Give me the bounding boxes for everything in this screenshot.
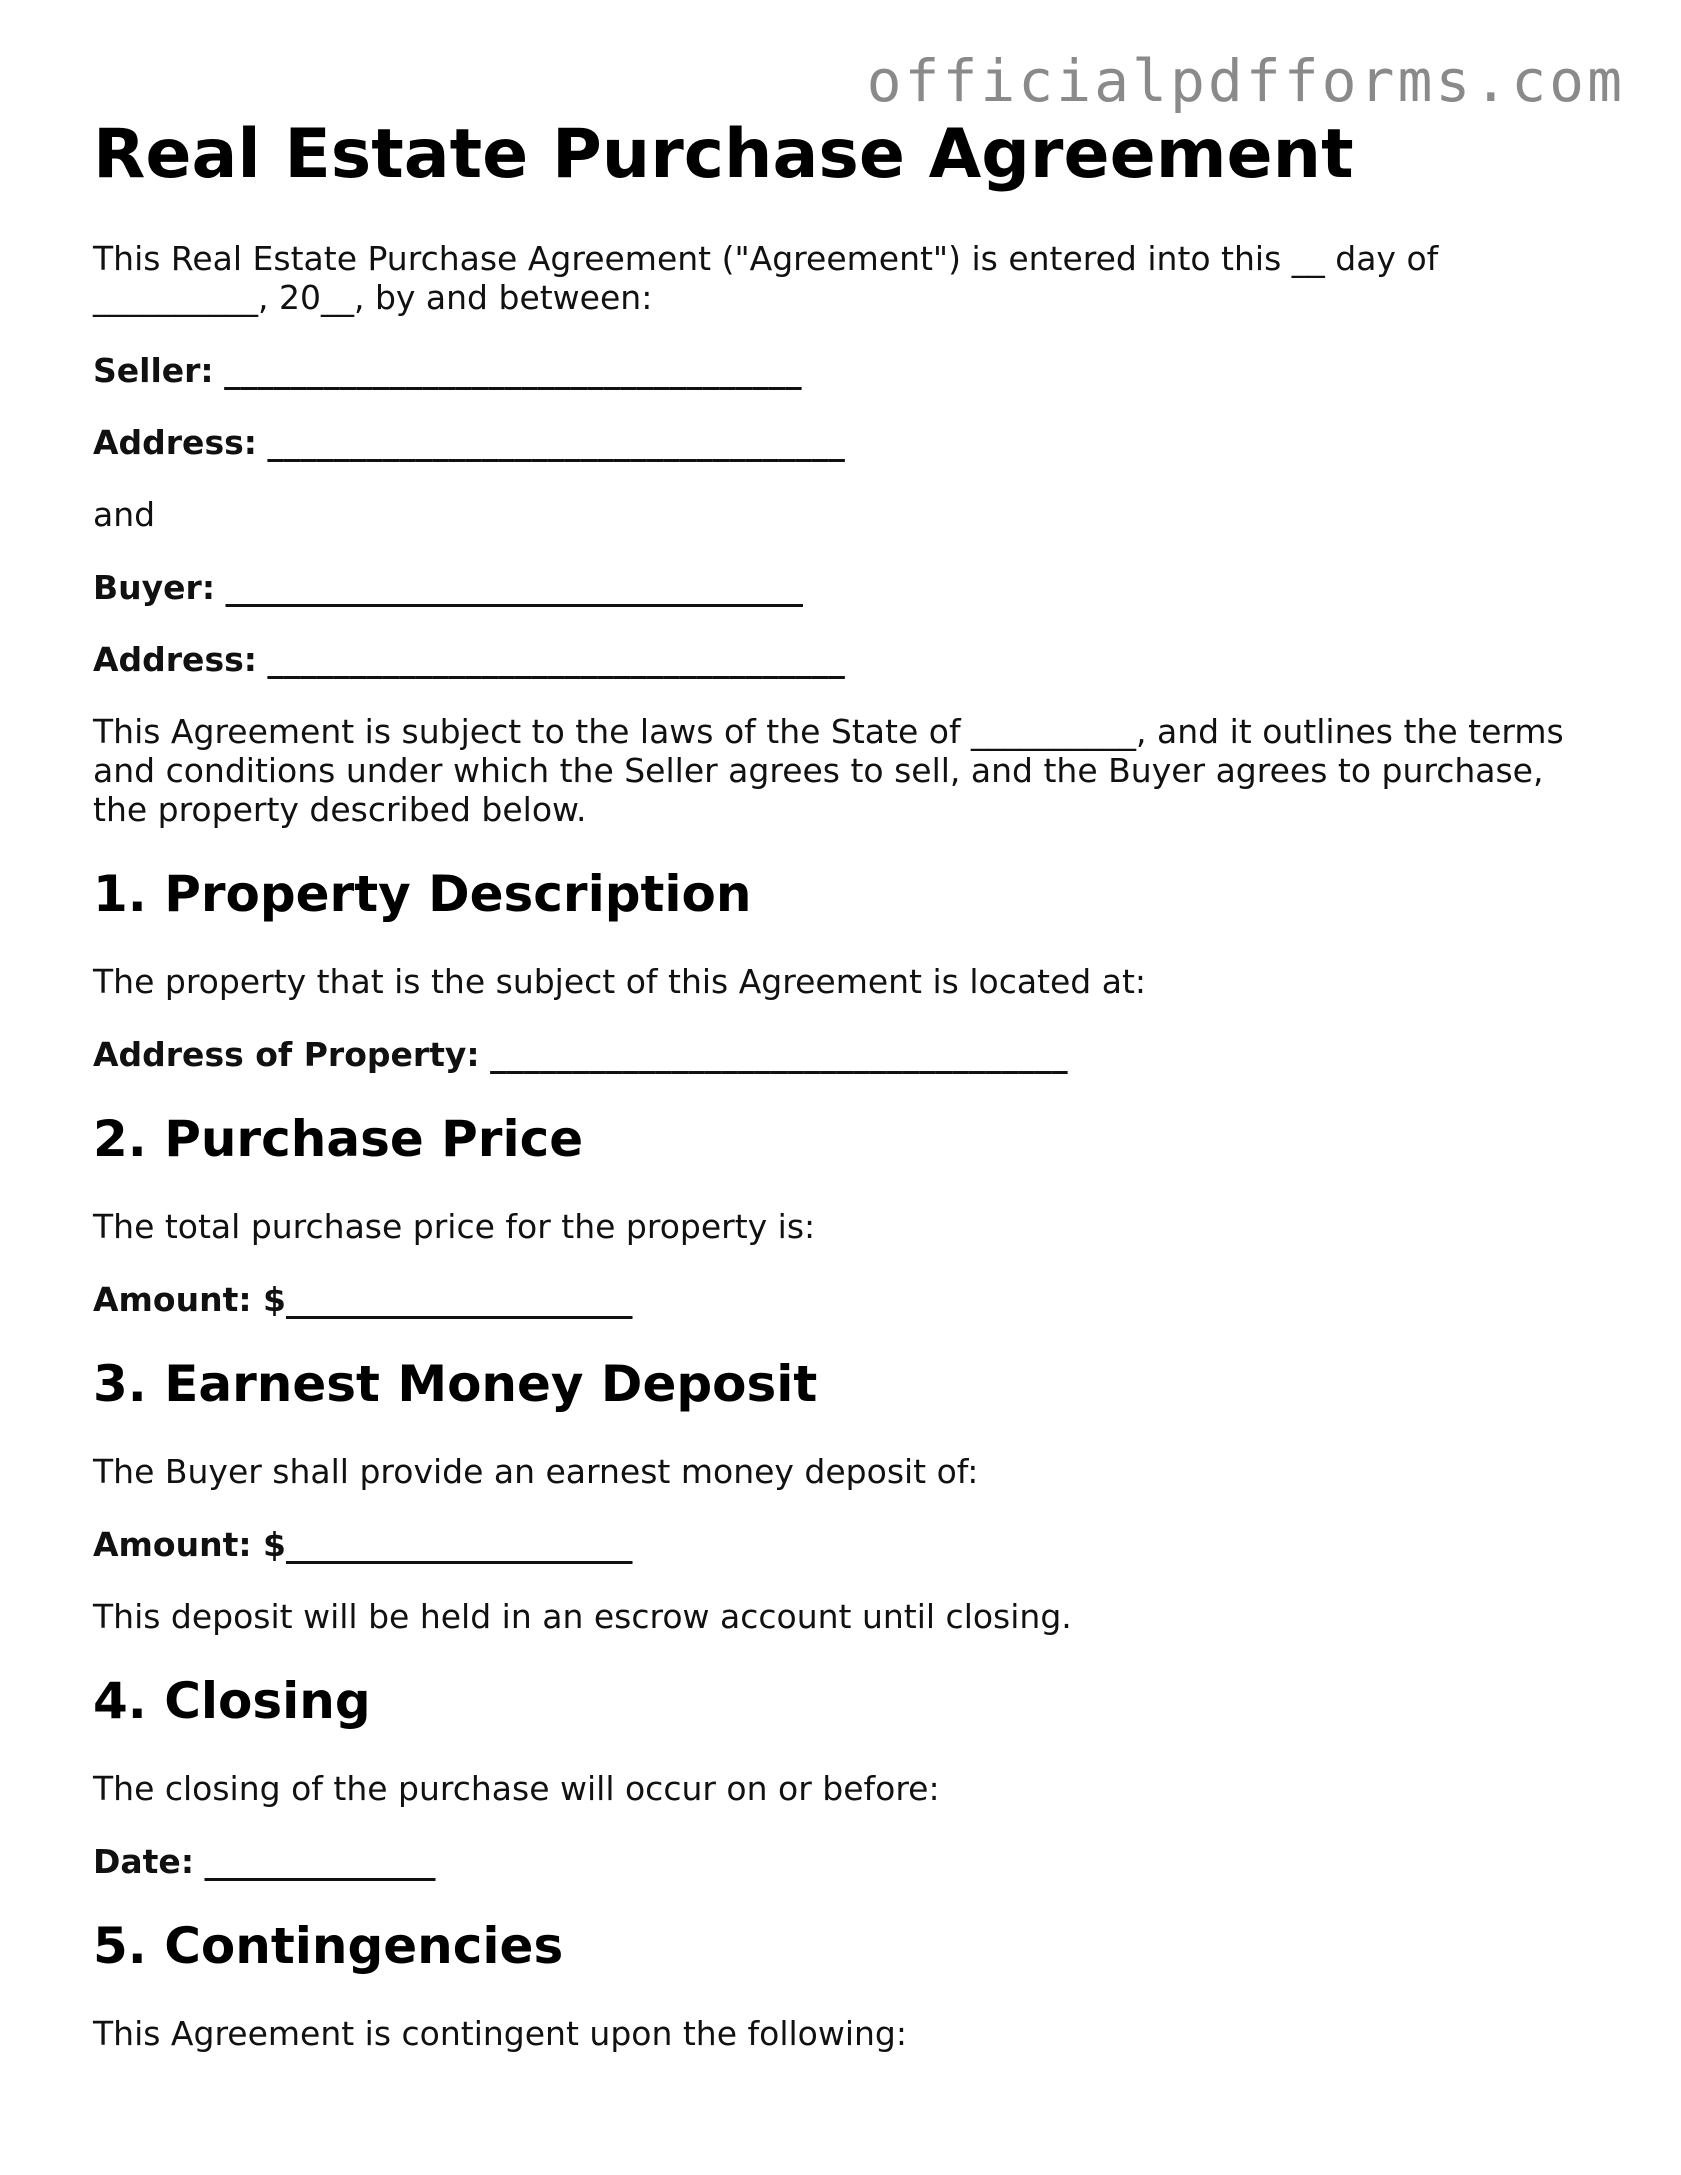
price-text: The total purchase price for the property is:	[93, 1206, 816, 1246]
watermark: officialpdfforms.com	[866, 47, 1625, 115]
section-heading-deposit: 3. Earnest Money Deposit	[93, 1354, 818, 1413]
deposit-note: This deposit will be held in an escrow account until closing.	[93, 1596, 1072, 1636]
deposit-amount-blank[interactable]: _____________________	[286, 1524, 633, 1564]
price-amount-label: Amount: $	[93, 1279, 287, 1319]
section-heading-price: 2. Purchase Price	[93, 1109, 584, 1168]
property-text: The property that is the subject of this Agreement is located at:	[93, 961, 1147, 1001]
property-address-blank[interactable]: ___________________________________	[490, 1034, 1068, 1074]
document-title: Real Estate Purchase Agreement	[93, 115, 1354, 194]
seller-address-blank[interactable]: ___________________________________	[267, 422, 845, 462]
buyer-label: Buyer:	[93, 567, 216, 607]
contingencies-text: This Agreement is contingent upon the following:	[93, 2013, 907, 2053]
buyer-address-field	[93, 640, 1588, 679]
seller-address-label: Address:	[93, 422, 257, 462]
property-address-label: Address of Property:	[93, 1034, 480, 1074]
document-page	[93, 115, 1588, 2087]
section-heading-closing: 4. Closing	[93, 1671, 371, 1730]
governing-law-paragraph: This Agreement is subject to the laws of the State of __________, and it outlines the terms and conditions under which the Seller agrees to sell, and the Buyer agrees to purchase, the property described below.	[93, 711, 1564, 829]
price-amount-blank[interactable]: _____________________	[286, 1279, 633, 1319]
closing-text: The closing of the purchase will occur on or before:	[93, 1768, 940, 1808]
seller-blank[interactable]: ___________________________________	[224, 350, 802, 390]
and-text: and	[93, 494, 156, 534]
seller-field	[93, 351, 1588, 390]
buyer-blank[interactable]: ___________________________________	[225, 567, 804, 607]
closing-date-blank[interactable]: ______________	[204, 1841, 436, 1881]
price-amount-field	[93, 1280, 1588, 1319]
section-heading-property: 1. Property Description	[93, 864, 752, 923]
closing-date-label: Date:	[93, 1841, 195, 1881]
deposit-amount-label: Amount: $	[93, 1524, 287, 1564]
deposit-text: The Buyer shall provide an earnest money deposit of:	[93, 1451, 979, 1491]
deposit-amount-field	[93, 1525, 1588, 1564]
property-address-field	[93, 1035, 1588, 1074]
section-heading-contingencies: 5. Contingencies	[93, 1916, 564, 1975]
intro-paragraph: This Real Estate Purchase Agreement ("Agreement") is entered into this __ day of __________, 20__, by and between:	[93, 238, 1439, 317]
buyer-field	[93, 568, 1588, 607]
seller-label: Seller:	[93, 350, 214, 390]
seller-address-field	[93, 423, 1588, 462]
buyer-address-label: Address:	[93, 639, 257, 679]
closing-date-field	[93, 1842, 1588, 1881]
buyer-address-blank[interactable]: ___________________________________	[267, 639, 845, 679]
